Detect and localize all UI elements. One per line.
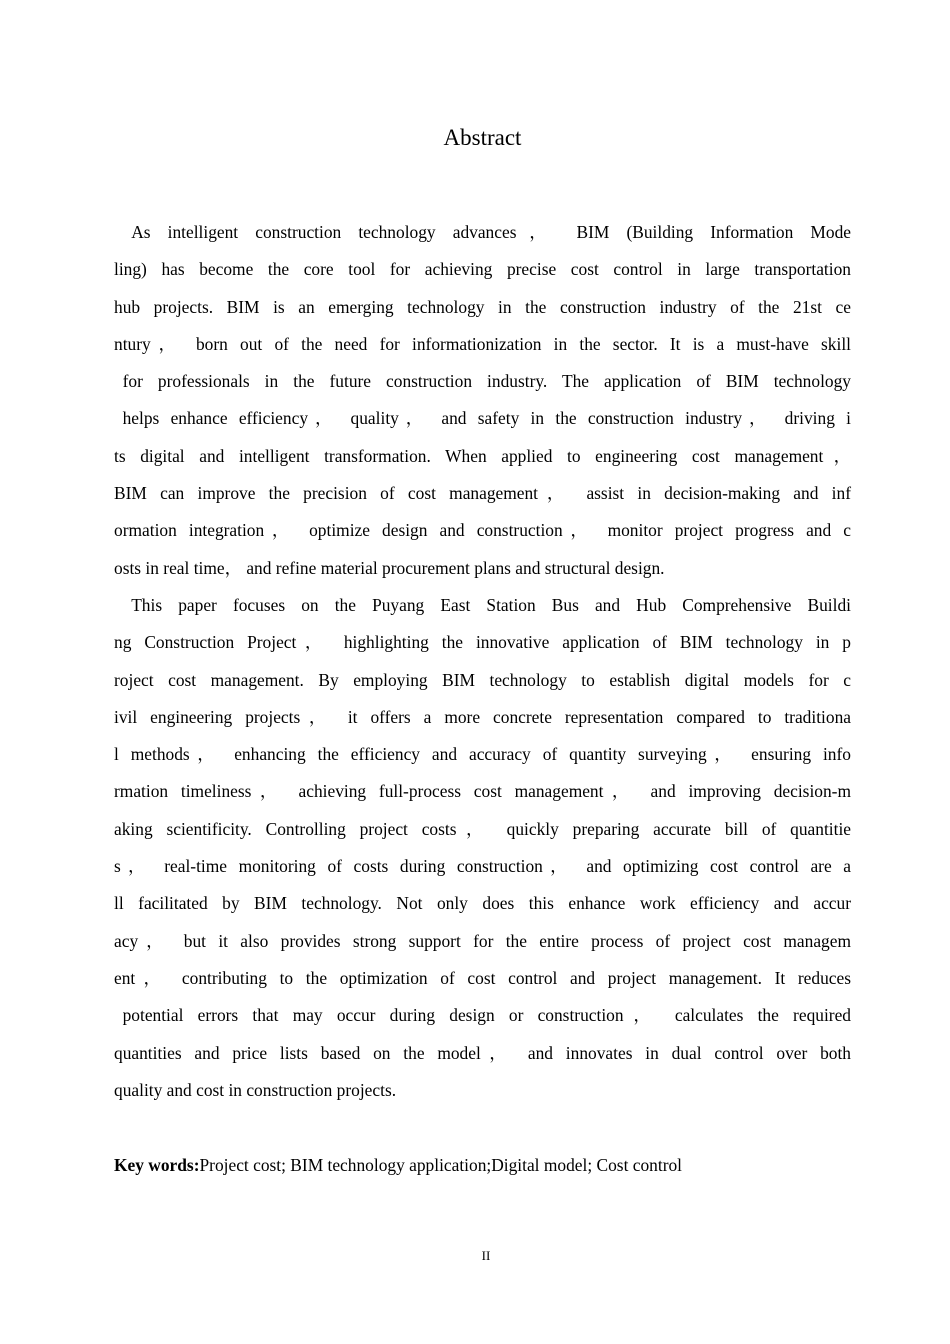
text-line: ormation integration， optimize design and construction， monitor project progress and c [114,520,851,541]
text-line: ent， contributing to the optimization of cost control and project management. It reduces [114,967,851,988]
text-line: hub projects. BIM is an emerging technology in the construction industry of the 21st ce [114,296,851,317]
text-line: potential errors that may occur during design or construction， calculates the required [122,1005,851,1026]
text-line: ntury， born out of the need for informationization in the sector. It is a must-have skill [114,333,851,354]
page-number: II [481,1248,491,1263]
text-line: rmation timeliness， achieving full-process cost management， and improving decision-m [114,781,851,802]
text-line: This paper focuses on the Puyang East Station Bus and Hub Comprehensive Buildi [131,594,851,615]
text-line: quantities and price lists based on the model， and innovates in dual control over both [114,1042,851,1063]
text-line: s， real-time monitoring of costs during construction， and optimizing cost control are a [114,856,851,877]
text-line: roject cost management. By employing BIM technology to establish digital models for c [114,669,851,690]
text-line: As intelligent construction technology advances， BIM (Building Information Mode [131,222,851,242]
keywords [114,1150,682,1180]
text-line: quality and cost in construction projects. [114,1079,397,1100]
text-line: acy， but it also provides strong support for the entire process of project cost managem [114,930,851,951]
keywords-label: Key words: [114,1155,200,1175]
abstract-title: Abstract [443,125,522,150]
text-line: l methods， enhancing the efficiency and accuracy of quantity surveying， ensuring info [114,744,851,765]
text-line: osts in real time， and refine material procurement plans and structural design. [114,557,665,578]
text-line: aking scientificity. Controlling project costs， quickly preparing accurate bill of quantitie [114,818,851,839]
text-line: helps enhance efficiency， quality， and safety in the construction industry， driving i [122,408,851,429]
text-line: for professionals in the future construction industry. The application of BIM technology [122,371,851,392]
keywords-text: Project cost; BIM technology application;Digital model; Cost control [199,1155,683,1175]
text-line: ts digital and intelligent transformation. When applied to engineering cost management， [114,445,851,466]
text-line: ivil engineering projects， it offers a more concrete representation compared to traditiona [114,706,851,727]
paragraph-2 [114,587,851,1109]
text-line: ng Construction Project， highlighting the innovative application of BIM technology in p [114,632,851,653]
text-line: BIM can improve the precision of cost management， assist in decision-making and inf [114,483,851,504]
paragraph-1 [114,214,851,587]
text-line: ling) has become the core tool for achieving precise cost control in large transportation [114,259,851,280]
text-line: ll facilitated by BIM technology. Not only does this enhance work efficiency and accur [114,893,851,914]
abstract-body [114,214,851,1109]
